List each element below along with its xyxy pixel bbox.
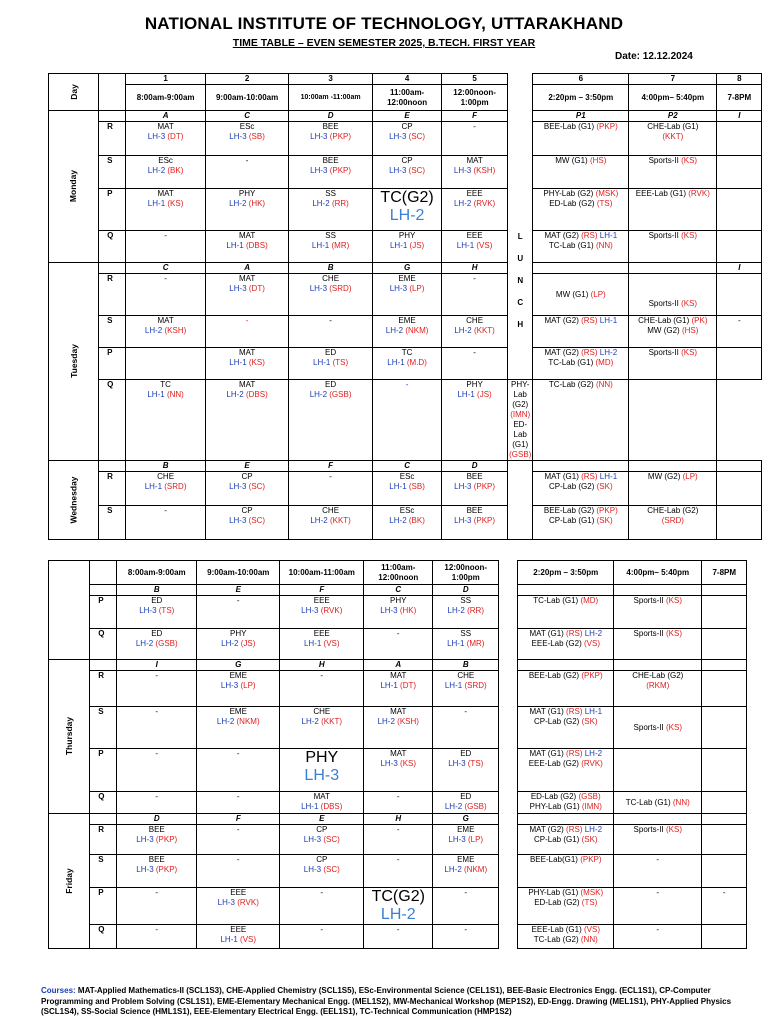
class-cell: PHY LH-3 (HK) (364, 596, 433, 629)
lab-cell: - (614, 888, 702, 925)
lunch-column (499, 561, 518, 949)
day-monday: Monday (49, 111, 99, 263)
class-cell: ESc LH-1 (SB) (373, 472, 442, 506)
class-cell: MAT LH-3 (KS) (364, 749, 433, 792)
lab-cell: MAT (G2) (RS) LH-2 CP-Lab (G1) (SK) (518, 825, 614, 855)
lab-cell: MW (G2) (LP) (629, 472, 717, 506)
class-cell (629, 380, 717, 461)
lab-cell: Sports-II (KS) (614, 825, 702, 855)
period-number: 1 (126, 74, 206, 85)
period-number: 3 (289, 74, 373, 85)
class-cell: BEE LH-3 (PKP) (442, 472, 508, 506)
lab-cell: Sports-II (KS) (629, 156, 717, 189)
class-cell: CHE LH-2 (KKT) (442, 316, 508, 348)
table-row (49, 749, 747, 792)
class-cell: - (126, 506, 206, 540)
class-cell (717, 472, 762, 506)
class-cell: - (373, 380, 442, 461)
class-cell (717, 506, 762, 540)
class-cell: ED LH-3 (TS) (117, 596, 197, 629)
class-cell: - (442, 274, 508, 316)
lab-cell: BEE-Lab (G2) (PKP) CP-Lab (G1) (SK) (533, 506, 629, 540)
slot-letter: G (373, 263, 442, 274)
class-cell: SS LH-2 (RR) (433, 596, 499, 629)
time-slot: 12:00noon-1:00pm (442, 85, 508, 111)
class-cell: - (197, 596, 280, 629)
lab-cell (614, 749, 702, 792)
row-code: Q (90, 629, 117, 660)
class-cell: - (364, 925, 433, 949)
time-slot: 2:20pm – 3:50pm (533, 85, 629, 111)
lab-cell: BEE-Lab(G1) (PKP) (518, 855, 614, 888)
class-cell: - (117, 749, 197, 792)
class-cell (717, 231, 762, 263)
time-slot: 10:00am-11:00am (280, 561, 364, 585)
row-code: P (90, 749, 117, 792)
class-cell (702, 749, 747, 792)
class-cell: ESc LH-2 (BK) (373, 506, 442, 540)
row-code: Q (99, 231, 126, 263)
row-code: S (90, 855, 117, 888)
slot-letter: I (717, 111, 762, 122)
table-row (49, 506, 762, 540)
row-code: R (90, 825, 117, 855)
class-cell: - (117, 707, 197, 749)
table-row (49, 156, 762, 189)
lab-cell: Sports-II (KS) (614, 629, 702, 660)
lab-cell: EEE-Lab (G1) (VS) TC-Lab (G2) (NN) (518, 925, 614, 949)
class-cell: MAT LH-3 (KSH) (442, 156, 508, 189)
lab-cell: PHY-Lab (G1) (MSK) ED-Lab (G2) (TS) (518, 888, 614, 925)
class-cell: ESc LH-2 (BK) (126, 156, 206, 189)
class-cell (717, 348, 762, 380)
table-row (49, 707, 747, 749)
period-number: 6 (533, 74, 629, 85)
row-code: R (99, 472, 126, 506)
table-row (49, 825, 747, 855)
courses-legend (41, 986, 741, 1018)
time-slot: 11:00am-12:00noon (364, 561, 433, 585)
time-slot: 8:00am-9:00am (117, 561, 197, 585)
timetable-subtitle: TIME TABLE – EVEN SEMESTER 2025, B.TECH. FIRST YEAR (232, 37, 536, 49)
lab-cell: Sports-II (KS) (614, 596, 702, 629)
class-cell: EME LH-2 (NKM) (433, 855, 499, 888)
class-cell: - (126, 274, 206, 316)
class-cell: ED LH-2 (GSB) (433, 792, 499, 814)
slot-letter: F (197, 814, 280, 825)
time-slot: 7-8PM (717, 85, 762, 111)
slot-letter: C (206, 111, 289, 122)
class-cell: ED LH-2 (GSB) (117, 629, 197, 660)
class-cell (717, 156, 762, 189)
class-cell: - (126, 231, 206, 263)
period-number: 5 (442, 74, 508, 85)
time-slot: 4:00pm– 5:40pm (629, 85, 717, 111)
period-number: 8 (717, 74, 762, 85)
class-cell (702, 671, 747, 707)
class-cell: CP LH-3 (SC) (373, 122, 442, 156)
class-cell (702, 855, 747, 888)
row-code: P (90, 888, 117, 925)
lab-cell: MAT (G1) (RS) LH-1 CP-Lab (G2) (SK) (533, 472, 629, 506)
class-cell: MAT LH-3 (DT) (206, 274, 289, 316)
lab-cell: MAT (G1) (RS) LH-2 EEE-Lab (G2) (VS) (518, 629, 614, 660)
class-cell: MAT LH-1 (DT) (364, 671, 433, 707)
day-cell-empty (49, 561, 90, 660)
lab-cell: MAT (G2) (RS) LH-1 (533, 316, 629, 348)
class-cell: MAT LH-2 (KSH) (126, 316, 206, 348)
class-cell: MAT LH-2 (KSH) (364, 707, 433, 749)
lab-cell: Sports-II (KS) (614, 707, 702, 749)
lab-cell: CHE-Lab (G1) (PK) MW (G2) (HS) (629, 316, 717, 348)
lab-cell: - (614, 855, 702, 888)
slot-letter-row (49, 111, 762, 122)
lab-cell: TC-Lab (G1) (MD) (518, 596, 614, 629)
slot-letter: I (717, 263, 762, 274)
slot-letter: H (280, 660, 364, 671)
lab-cell: TC-Lab (G1) (NN) (614, 792, 702, 814)
day-wednesday: Wednesday (49, 461, 99, 540)
class-cell: EEE LH-1 (VS) (442, 231, 508, 263)
slot-letter: F (280, 585, 364, 596)
lab-cell: BEE-Lab (G2) (PKP) (518, 671, 614, 707)
class-cell: - (364, 825, 433, 855)
lab-cell: MAT (G2) (RS) LH-2 TC-Lab (G1) (MD) (533, 348, 629, 380)
table-row (49, 888, 747, 925)
table-row (49, 925, 747, 949)
class-cell: - (117, 888, 197, 925)
class-cell: - (197, 792, 280, 814)
class-cell: - (364, 629, 433, 660)
class-cell: EME LH-2 (NKM) (197, 707, 280, 749)
header-row (49, 74, 762, 85)
slot-letter: H (442, 263, 508, 274)
slot-letter-row (49, 814, 747, 825)
lab-cell: MAT (G1) (RS) LH-1 CP-Lab (G2) (SK) (518, 707, 614, 749)
class-cell (702, 629, 747, 660)
row-code: P (90, 596, 117, 629)
class-cell: - (280, 888, 364, 925)
table-row (49, 855, 747, 888)
class-cell: EME LH-2 (NKM) (373, 316, 442, 348)
row-code: S (90, 707, 117, 749)
day-friday: Friday (49, 814, 90, 949)
time-row (49, 561, 747, 585)
slot-letter-row (49, 585, 747, 596)
slot-letter: E (206, 461, 289, 472)
class-cell: - (442, 122, 508, 156)
class-cell: CHE LH-1 (SRD) (433, 671, 499, 707)
row-code: Q (99, 380, 126, 461)
courses-text: MAT-Applied Mathematics-II (SCL1S3), CHE-Applied Chemistry (SCL1S5), ESc-Environmental Science (CEL1S1), BEE-Basic Electronics Engg. (ECL1S1), CP-Computer Programming and Problem Solving (CSL1S1), EME-Elementary Mechanical Engg. (MEL1S2), MW-Mechanical Workshop (MEP1S2), ED-Engg. Drawing (MEL1S1), PHY-Applied Physics (SCL1S4), SS-Social Science (HML1S1), EEE-Elementary Electrical Engg. (EEL1S1), TC-Technical Communication (HMP1S2) (41, 986, 732, 1016)
class-cell: TC LH-1 (M.D) (373, 348, 442, 380)
class-cell: - (364, 855, 433, 888)
class-cell: MAT LH-3 (DT) (126, 122, 206, 156)
class-cell: - (197, 825, 280, 855)
table-row (49, 671, 747, 707)
day-header: Day (49, 74, 99, 111)
class-cell: EEE LH-1 (VS) (197, 925, 280, 949)
class-cell: - (280, 671, 364, 707)
class-cell: SS LH-1 (MR) (433, 629, 499, 660)
row-code: P (99, 348, 126, 380)
row-code: Q (90, 792, 117, 814)
lab-cell: Sports-II (KS) (629, 231, 717, 263)
class-cell: EME LH-3 (LP) (197, 671, 280, 707)
row-code: P (99, 189, 126, 231)
lab-cell: Sports-II (KS) (629, 348, 717, 380)
institute-title: NATIONAL INSTITUTE OF TECHNOLOGY, UTTARAKHAND (144, 14, 624, 33)
lab-cell: MW (G1) (LP) (533, 274, 629, 316)
class-cell: EEE LH-1 (VS) (280, 629, 364, 660)
row-code-header (99, 74, 126, 111)
period-number: 7 (629, 74, 717, 85)
time-slot: 7-8PM (702, 561, 747, 585)
class-cell (717, 122, 762, 156)
class-cell: - (206, 156, 289, 189)
class-cell (717, 274, 762, 316)
class-cell: CHE LH-2 (KKT) (280, 707, 364, 749)
time-slot: 10:00am -11:00am (289, 85, 373, 111)
class-cell: - (702, 888, 747, 925)
class-cell (702, 707, 747, 749)
slot-letter: A (206, 263, 289, 274)
slot-letter: D (442, 461, 508, 472)
class-cell: - (433, 707, 499, 749)
class-cell: EEE LH-2 (RVK) (442, 189, 508, 231)
timetable-1 (48, 73, 762, 540)
slot-letter: E (197, 585, 280, 596)
time-row (49, 85, 762, 111)
period-number: 2 (206, 74, 289, 85)
courses-label: Courses: (41, 986, 76, 995)
time-slot: 4:00pm– 5:40pm (614, 561, 702, 585)
table-row (49, 596, 747, 629)
day-tuesday: Tuesday (49, 263, 99, 461)
class-cell: ESc LH-3 (SB) (206, 122, 289, 156)
lab-cell: MAT (G1) (RS) LH-2 EEE-Lab (G2) (RVK) (518, 749, 614, 792)
slot-letter: E (280, 814, 364, 825)
class-cell: CP LH-3 (SC) (206, 472, 289, 506)
slot-letter: B (433, 660, 499, 671)
class-cell: - (206, 316, 289, 348)
class-cell: - (289, 316, 373, 348)
class-cell (702, 825, 747, 855)
slot-letter: F (289, 461, 373, 472)
class-cell: - (442, 348, 508, 380)
row-code: S (99, 316, 126, 348)
class-cell: SS LH-2 (RR) (289, 189, 373, 231)
table-row (49, 316, 762, 348)
class-cell: - (197, 855, 280, 888)
table-row (49, 231, 762, 263)
class-cell: BEE LH-3 (PKP) (117, 855, 197, 888)
lab-cell: MW (G1) (HS) (533, 156, 629, 189)
table-row (49, 348, 762, 380)
lab-cell: CHE-Lab (G2) (RKM) (614, 671, 702, 707)
class-cell: PHY LH-3 (280, 749, 364, 792)
class-cell: CP LH-3 (SC) (373, 156, 442, 189)
slot-letter-row (49, 461, 762, 472)
lunch-column: L U N C H (508, 74, 533, 380)
lab-cell: BEE-Lab (G1) (PKP) (533, 122, 629, 156)
slot-letter: A (364, 660, 433, 671)
class-cell: - (117, 671, 197, 707)
table-row (49, 274, 762, 316)
class-cell: - (433, 888, 499, 925)
slot-letter: D (433, 585, 499, 596)
class-cell: - (289, 472, 373, 506)
class-cell: PHY LH-1 (JS) (442, 380, 508, 461)
time-slot: 12:00noon-1:00pm (433, 561, 499, 585)
row-code: Q (90, 925, 117, 949)
class-cell: BEE LH-3 (PKP) (289, 122, 373, 156)
class-cell: MAT LH-1 (DBS) (206, 231, 289, 263)
slot-letter: E (373, 111, 442, 122)
class-cell: EEE LH-3 (RVK) (280, 596, 364, 629)
slot-letter: P1 (533, 111, 629, 122)
slot-letter: H (364, 814, 433, 825)
slot-letter: C (373, 461, 442, 472)
lab-cell: PHY-Lab (G2) (MSK) ED-Lab (G2) (TS) (533, 189, 629, 231)
issue-date: Date: 12.12.2024 (615, 51, 693, 62)
class-cell (702, 792, 747, 814)
class-cell: - (364, 792, 433, 814)
timetable-2 (48, 560, 747, 949)
time-slot: 9:00am-10:00am (197, 561, 280, 585)
day-thursday: Thursday (49, 660, 90, 814)
class-cell: TC(G2) LH-2 (373, 189, 442, 231)
row-code: R (90, 671, 117, 707)
table-row (49, 629, 747, 660)
slot-letter: G (197, 660, 280, 671)
time-slot: 8:00am-9:00am (126, 85, 206, 111)
class-cell: ED LH-1 (TS) (289, 348, 373, 380)
lab-cell: MAT (G2) (RS) LH-1 TC-Lab (G1) (NN) (533, 231, 629, 263)
lab-cell: TC-Lab (G2) (NN) (533, 380, 629, 461)
class-cell: CP LH-3 (SC) (280, 825, 364, 855)
slot-letter: A (126, 111, 206, 122)
class-cell: PHY LH-2 (HK) (206, 189, 289, 231)
slot-letter: D (117, 814, 197, 825)
slot-letter-row (49, 660, 747, 671)
slot-letter: B (289, 263, 373, 274)
class-cell: ED LH-2 (GSB) (289, 380, 373, 461)
slot-letter: C (364, 585, 433, 596)
class-cell: EEE LH-3 (RVK) (197, 888, 280, 925)
class-cell: BEE LH-3 (PKP) (117, 825, 197, 855)
class-cell: PHY LH-2 (JS) (197, 629, 280, 660)
class-cell (717, 189, 762, 231)
table-row (49, 189, 762, 231)
class-cell: - (197, 749, 280, 792)
row-code: R (99, 274, 126, 316)
class-cell: MAT LH-1 (KS) (126, 189, 206, 231)
table-row (49, 792, 747, 814)
class-cell: BEE LH-3 (PKP) (289, 156, 373, 189)
slot-letter: C (126, 263, 206, 274)
class-cell: CHE LH-3 (SRD) (289, 274, 373, 316)
class-cell: - (717, 316, 762, 348)
lab-cell: - (614, 925, 702, 949)
slot-letter: I (117, 660, 197, 671)
class-cell: EME LH-3 (LP) (433, 825, 499, 855)
class-cell: BEE LH-3 (PKP) (442, 506, 508, 540)
class-cell (702, 596, 747, 629)
lab-cell: ED-Lab (G2) (GSB) PHY-Lab (G1) (IMN) (518, 792, 614, 814)
class-cell: EME LH-3 (LP) (373, 274, 442, 316)
class-cell: MAT LH-1 (DBS) (280, 792, 364, 814)
lab-cell: Sports-II (KS) (629, 274, 717, 316)
lab-cell: PHY-Lab (G2) (IMN) ED-Lab (G1) (GSB) (509, 380, 532, 459)
slot-letter: B (126, 461, 206, 472)
time-slot: 11:00am-12:00noon (373, 85, 442, 111)
class-cell: CHE LH-1 (SRD) (126, 472, 206, 506)
period-number: 4 (373, 74, 442, 85)
class-cell: CP LH-3 (SC) (280, 855, 364, 888)
lab-cell: EEE-Lab (G1) (RVK) (629, 189, 717, 231)
table-row (49, 122, 762, 156)
slot-letter: G (433, 814, 499, 825)
class-cell (126, 348, 206, 380)
row-code: S (99, 156, 126, 189)
class-cell: TC LH-1 (NN) (126, 380, 206, 461)
slot-letter: D (289, 111, 373, 122)
time-slot: 2:20pm – 3:50pm (518, 561, 614, 585)
class-cell: ED LH-3 (TS) (433, 749, 499, 792)
class-cell: - (280, 925, 364, 949)
class-cell: MAT LH-2 (DBS) (206, 380, 289, 461)
class-cell: PHY LH-1 (JS) (373, 231, 442, 263)
class-cell: - (117, 925, 197, 949)
time-slot: 9:00am-10:00am (206, 85, 289, 111)
class-cell: - (433, 925, 499, 949)
slot-letter: P2 (629, 111, 717, 122)
lab-cell: CHE-Lab (G2) (SRD) (629, 506, 717, 540)
table-row (49, 472, 762, 506)
row-code: R (99, 122, 126, 156)
class-cell: MAT LH-1 (KS) (206, 348, 289, 380)
class-cell: SS LH-1 (MR) (289, 231, 373, 263)
lab-cell: CHE-Lab (G1) (KKT) (629, 122, 717, 156)
class-cell: CHE LH-2 (KKT) (289, 506, 373, 540)
slot-letter-row (49, 263, 762, 274)
class-cell: CP LH-3 (SC) (206, 506, 289, 540)
slot-letter: B (117, 585, 197, 596)
class-cell: - (117, 792, 197, 814)
table-row (49, 380, 762, 461)
class-cell (702, 925, 747, 949)
slot-letter: F (442, 111, 508, 122)
class-cell: TC(G2) LH-2 (364, 888, 433, 925)
row-code: S (99, 506, 126, 540)
